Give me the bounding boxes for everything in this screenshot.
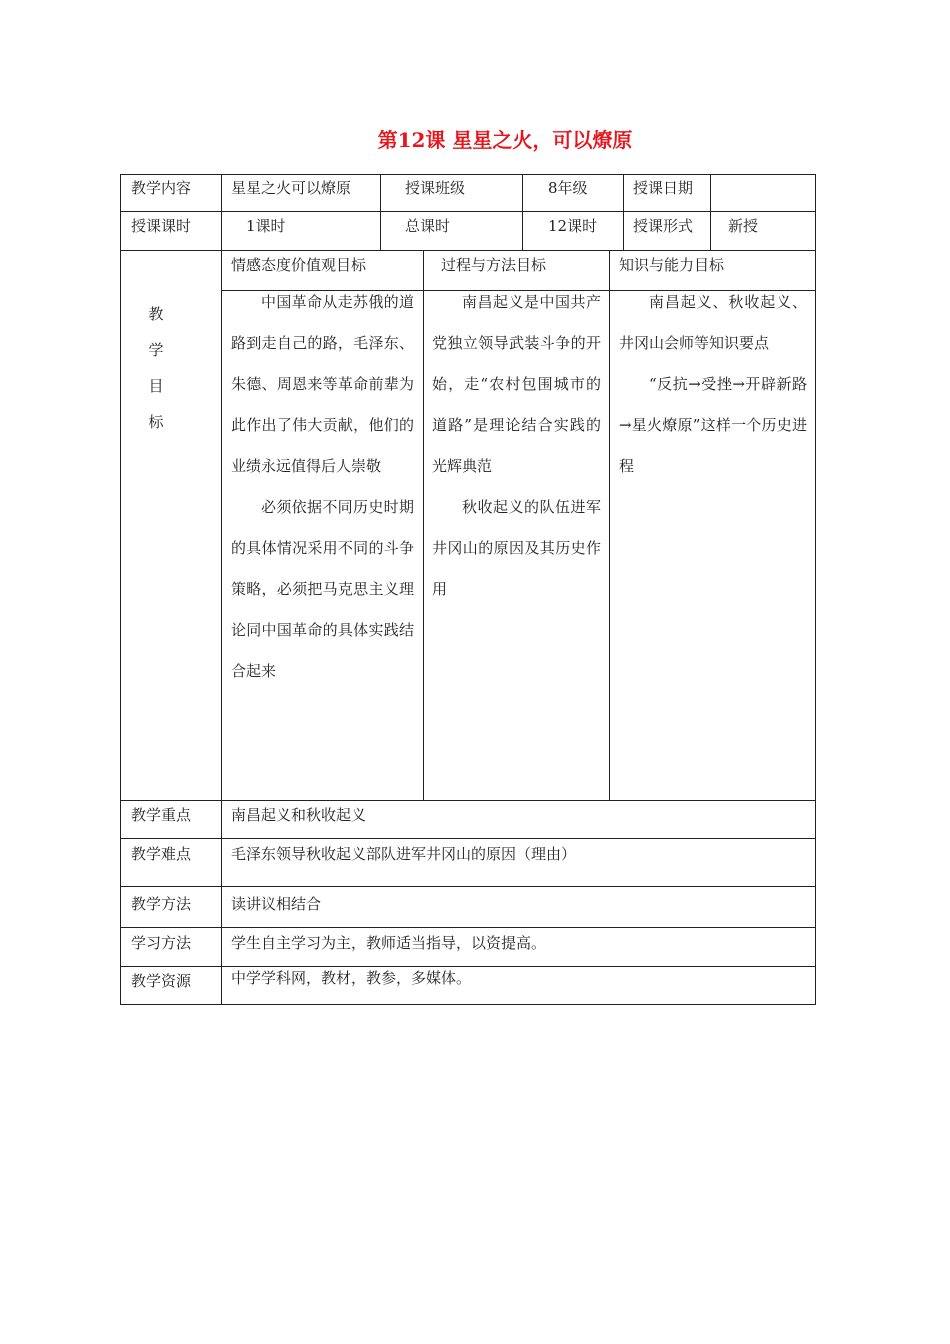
label-learning-method: 学习方法 [131,934,192,952]
process-goal-text: 南昌起义是中国共产党独立领导武装斗争的开始，走“农村包围城市的道路”是理论结合实践的光辉典范 秋收起义的队伍进军井冈山的原因及其历史作用 [432,293,601,598]
value-key-points: 南昌起义和秋收起义 [231,806,367,824]
label-class: 授课班级 [405,179,466,197]
label-total-hours: 总课时 [405,217,451,235]
goals-label: 教 学 目 标 [148,305,164,431]
value-class-hours: 1课时 [246,217,286,235]
page-title: 第12课 星星之火，可以燎原 [377,128,633,152]
value-teaching-method: 读讲议相结合 [231,895,322,913]
label-key-points: 教学重点 [131,806,192,824]
emotion-goal-text: 中国革命从走苏俄的道路到走自己的路，毛泽东、朱德、周恩来等革命前辈为此作出了伟大贡献，他们的业绩永远值得后人崇敬 必须依据不同历史时期的具体情况采用不同的斗争策略，必须把马克思主义理论同中国革命的具体实践结合起来 [231,293,414,680]
label-teaching-method: 教学方法 [131,895,192,913]
value-total-hours: 12课时 [548,217,598,235]
knowledge-goal-text: 南昌起义、秋收起义、井冈山会师等知识要点 “反抗→受挫→开辟新路→星火燎原”这样一个历史进程 [619,293,807,475]
value-class: 8年级 [548,179,588,197]
label-lesson-form: 授课形式 [633,217,694,235]
label-difficulties: 教学难点 [131,845,192,863]
value-lesson-form: 新授 [728,217,759,235]
label-class-hours: 授课课时 [131,217,192,235]
header-knowledge-goal: 知识与能力目标 [619,256,725,274]
header-emotion-goal: 情感态度价值观目标 [231,256,367,274]
value-teaching-content: 星星之火可以燎原 [231,179,352,197]
header-process-goal: 过程与方法目标 [441,256,547,274]
value-resources: 中学学科网，教材，教参，多媒体。 [231,969,472,987]
value-difficulties: 毛泽东领导秋收起义部队进军井冈山的原因（理由） [231,845,577,863]
label-resources: 教学资源 [131,972,192,990]
value-learning-method: 学生自主学习为主，教师适当指导，以资提高。 [231,934,547,952]
label-teaching-content: 教学内容 [131,179,192,197]
label-date: 授课日期 [633,179,694,197]
